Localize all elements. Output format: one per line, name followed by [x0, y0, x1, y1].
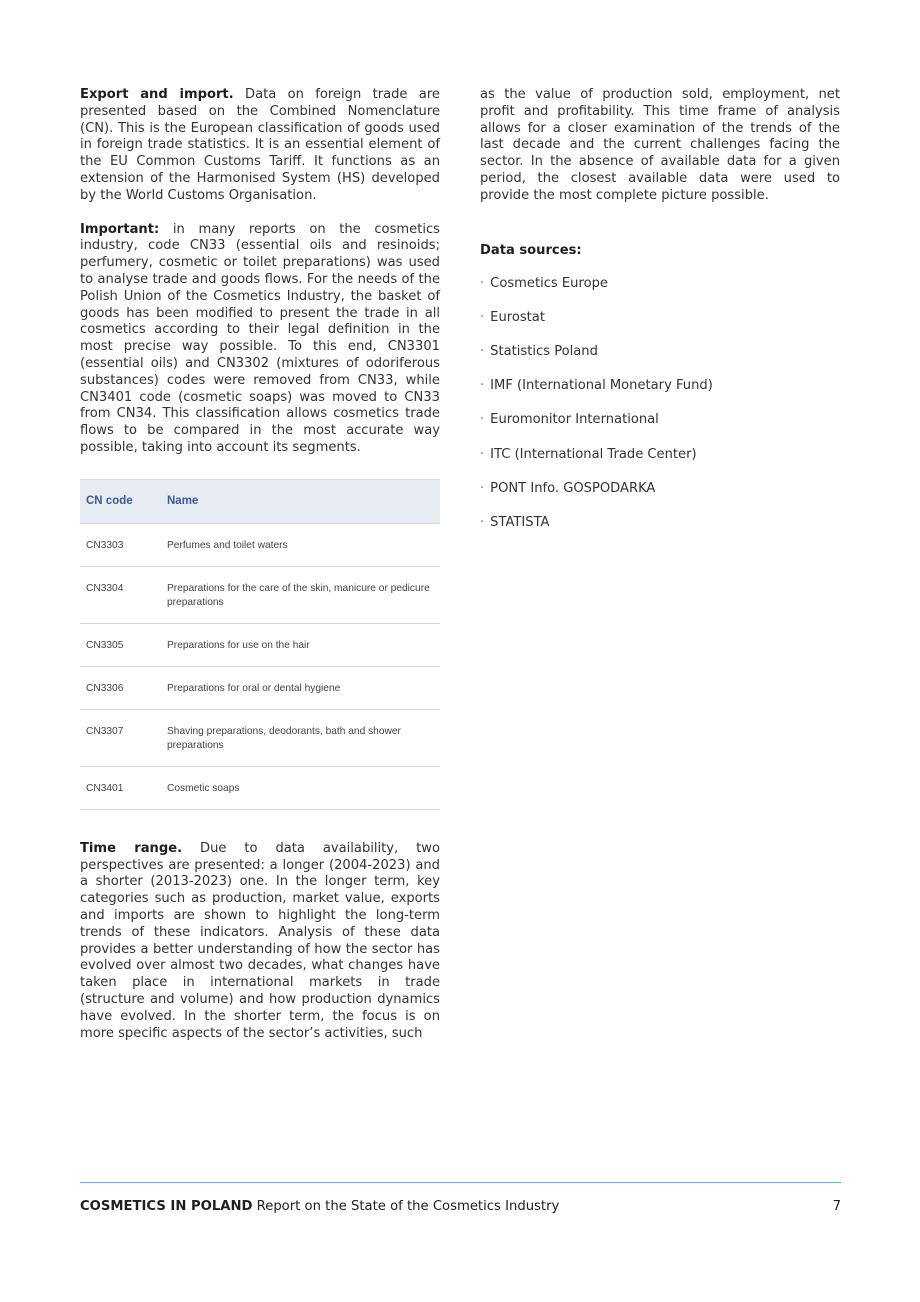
time-range-continuation: as the value of production sold, employment, net profit and profitability. This time frame of analysis allows for a closer examination of the trends of the last decade and the current challenges facing the sector. In the absence of available data for a given period, the closest available data were used to provide the most complete picture possible. — [480, 87, 840, 203]
source-label: Euromonitor International — [490, 412, 659, 428]
source-label: Cosmetics Europe — [490, 275, 608, 291]
list-item — [480, 378, 840, 412]
bullet-icon: · — [480, 514, 485, 530]
cn-name-cell: Shaving preparations, deodorants, bath and shower preparations — [161, 709, 440, 766]
source-label: ITC (International Trade Center) — [490, 446, 697, 462]
list-item — [480, 481, 840, 515]
time-range-paragraph — [80, 841, 440, 1043]
important-text: in many reports on the cosmetics industry, code CN33 (essential oils and resinoids; perfumery, cosmetic or toilet preparations) was used to analyse trade and goods flows. For the needs of the Polish Union of the Cosmetics Industry, the basket of goods has been modified to present the trade in all cosmetics according to their legal definition in the most precise way possible. To this end, CN3301 (essential oils) and CN3302 (mixtures of odoriferous substances) codes were removed from CN33, while CN3401 code (cosmetic soaps) was moved to CN33 from CN34. This classification allows cosmetics trade flows to be compared in the most accurate way possible, taking into account its segments. — [80, 221, 440, 455]
cn-code-cell: CN3303 — [80, 523, 161, 566]
table-header-row — [80, 479, 440, 523]
data-sources-title: Data sources: — [480, 242, 582, 258]
bullet-icon: · — [480, 343, 485, 359]
export-import-lead: Export and import. — [80, 87, 234, 102]
cn-code-table — [80, 479, 440, 810]
list-item — [480, 447, 840, 481]
cn-name-cell: Preparations for oral or dental hygiene — [161, 666, 440, 709]
bullet-icon: · — [480, 275, 485, 291]
footer-rule — [80, 1182, 841, 1183]
table-row — [80, 709, 440, 766]
cn-name-cell: Preparations for the care of the skin, manicure or pedicure preparations — [161, 566, 440, 623]
list-item — [480, 276, 840, 310]
cn-code-cell: CN3305 — [80, 623, 161, 666]
table-row — [80, 666, 440, 709]
bullet-icon: · — [480, 412, 485, 428]
bullet-icon: · — [480, 480, 485, 496]
export-import-paragraph — [80, 87, 440, 205]
list-item — [480, 344, 840, 378]
bullet-icon: · — [480, 378, 485, 394]
table-row — [80, 566, 440, 623]
time-range-lead: Time range. — [80, 840, 183, 856]
source-label: Statistics Poland — [490, 343, 598, 359]
cn-name-cell: Preparations for use on the hair — [161, 623, 440, 666]
important-paragraph — [80, 222, 440, 457]
table-row — [80, 623, 440, 666]
bullet-icon: · — [480, 446, 485, 462]
cn-code-cell: CN3307 — [80, 709, 161, 766]
bullet-icon: · — [480, 309, 485, 325]
table-row — [80, 766, 440, 809]
page-number: 7 — [832, 1199, 841, 1214]
header-cn-code: CN code — [80, 479, 161, 523]
cn-code-cell: CN3306 — [80, 666, 161, 709]
cn-name-cell: Cosmetic soaps — [161, 766, 440, 809]
cn-code-cell: CN3401 — [80, 766, 161, 809]
list-item — [480, 310, 840, 344]
right-column — [480, 87, 840, 549]
cn-code-cell: CN3304 — [80, 566, 161, 623]
header-name: Name — [161, 479, 440, 523]
source-label: STATISTA — [490, 514, 550, 530]
data-sources-list — [480, 276, 840, 550]
footer-subtitle: Report on the State of the Cosmetics Industry — [252, 1199, 560, 1214]
source-label: PONT Info. GOSPODARKA — [490, 480, 656, 496]
cn-name-cell: Perfumes and toilet waters — [161, 523, 440, 566]
table-row — [80, 523, 440, 566]
list-item — [480, 412, 840, 446]
important-lead: Important: — [80, 221, 160, 237]
time-range-text: Due to data availability, two perspectives are presented: a longer (2004-2023) and a shorter (2013-2023) one. In the longer term, key categories such as production, market value, exports and imports are shown to highlight the long-term trends of these indicators. Analysis of these data provides a better understanding of how the sector has evolved over almost two decades, what changes have taken place in international markets in trade (structure and volume) and how production dynamics have evolved. In the shorter term, the focus is on more specific aspects of the sector’s activities, such — [80, 840, 440, 1041]
source-label: Eurostat — [490, 309, 545, 325]
left-column — [80, 87, 440, 1042]
source-label: IMF (International Monetary Fund) — [490, 378, 713, 394]
page-footer — [80, 1199, 841, 1214]
list-item — [480, 515, 840, 549]
footer-title: COSMETICS IN POLAND — [80, 1199, 253, 1214]
export-import-text: Data on foreign trade are presented based on the Combined Nomenclature (CN). This is the European classification of goods used in foreign trade statistics. It is an essential element of the EU Common Customs Tariff. It functions as an extension of the Harmonised System (HS) developed by the World Customs Organisation. — [80, 87, 440, 203]
